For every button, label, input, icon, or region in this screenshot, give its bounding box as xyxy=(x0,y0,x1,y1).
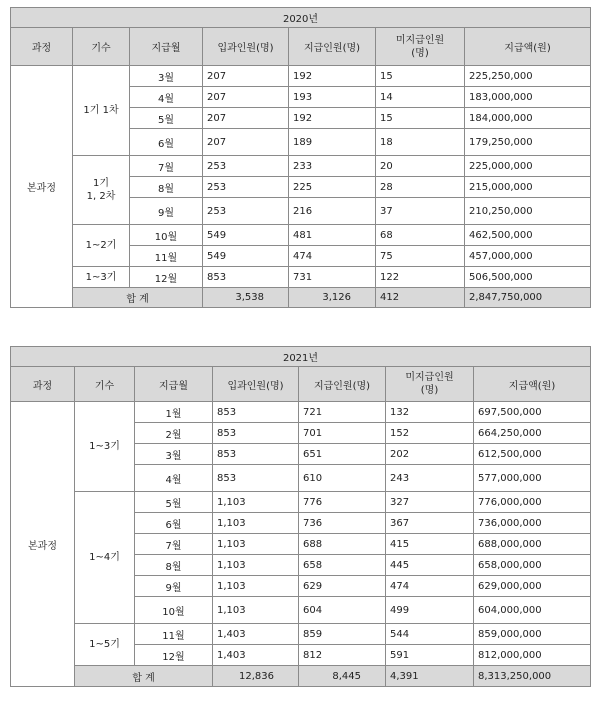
cohort-cell: 1~3기 xyxy=(73,267,130,288)
enrolled-cell: 207 xyxy=(203,108,289,129)
amount-cell: 225,250,000 xyxy=(465,66,591,87)
total-row xyxy=(11,288,591,308)
month-cell: 11월 xyxy=(130,246,203,267)
amount-cell: 577,000,000 xyxy=(474,465,591,492)
unpaid-cell: 327 xyxy=(386,492,474,513)
paid-cell: 192 xyxy=(289,108,376,129)
enrolled-cell: 253 xyxy=(203,177,289,198)
cohort-cell: 1~2기 xyxy=(73,225,130,267)
cohort-cell: 1기 1차 xyxy=(73,66,130,156)
enrolled-cell: 853 xyxy=(213,402,299,423)
year-title: 2020년 xyxy=(11,8,591,28)
month-cell: 10월 xyxy=(135,597,213,624)
enrolled-cell: 549 xyxy=(203,225,289,246)
table-row xyxy=(11,156,591,177)
header-course: 과정 xyxy=(11,28,73,66)
cohort-cell: 1~4기 xyxy=(75,492,135,624)
paid-cell: 610 xyxy=(299,465,386,492)
header-row xyxy=(11,28,591,66)
amount-cell: 736,000,000 xyxy=(474,513,591,534)
paid-cell: 474 xyxy=(289,246,376,267)
amount-cell: 776,000,000 xyxy=(474,492,591,513)
header-enrolled: 입과인원(명) xyxy=(213,367,299,402)
enrolled-cell: 853 xyxy=(213,444,299,465)
table-2021 xyxy=(10,346,591,687)
month-cell: 10월 xyxy=(130,225,203,246)
table-body xyxy=(11,66,591,308)
month-cell: 8월 xyxy=(135,555,213,576)
table-row xyxy=(11,66,591,87)
month-cell: 8월 xyxy=(130,177,203,198)
cohort-cell: 1~5기 xyxy=(75,624,135,666)
table-row xyxy=(11,267,591,288)
amount-cell: 859,000,000 xyxy=(474,624,591,645)
enrolled-cell: 1,103 xyxy=(213,576,299,597)
enrolled-cell: 853 xyxy=(203,267,289,288)
amount-cell: 210,250,000 xyxy=(465,198,591,225)
header-cohort: 기수 xyxy=(73,28,130,66)
paid-cell: 629 xyxy=(299,576,386,597)
amount-cell: 462,500,000 xyxy=(465,225,591,246)
header-unpaid: 미지급인원 (명) xyxy=(386,367,474,402)
month-cell: 12월 xyxy=(130,267,203,288)
header-unpaid: 미지급인원 (명) xyxy=(376,28,465,66)
amount-cell: 664,250,000 xyxy=(474,423,591,444)
course-cell: 본과정 xyxy=(11,402,75,687)
month-cell: 5월 xyxy=(130,108,203,129)
month-cell: 1월 xyxy=(135,402,213,423)
amount-cell: 812,000,000 xyxy=(474,645,591,666)
paid-cell: 604 xyxy=(299,597,386,624)
paid-cell: 812 xyxy=(299,645,386,666)
amount-cell: 506,500,000 xyxy=(465,267,591,288)
paid-cell: 233 xyxy=(289,156,376,177)
paid-cell: 736 xyxy=(299,513,386,534)
enrolled-cell: 253 xyxy=(203,198,289,225)
amount-cell: 658,000,000 xyxy=(474,555,591,576)
table-row xyxy=(11,492,591,513)
enrolled-cell: 1,103 xyxy=(213,534,299,555)
total-amount: 2,847,750,000 xyxy=(465,288,591,308)
enrolled-cell: 853 xyxy=(213,465,299,492)
unpaid-cell: 591 xyxy=(386,645,474,666)
enrolled-cell: 1,403 xyxy=(213,624,299,645)
paid-cell: 192 xyxy=(289,66,376,87)
amount-cell: 697,500,000 xyxy=(474,402,591,423)
year-title: 2021년 xyxy=(11,347,591,367)
unpaid-cell: 15 xyxy=(376,108,465,129)
paid-cell: 481 xyxy=(289,225,376,246)
amount-cell: 629,000,000 xyxy=(474,576,591,597)
total-unpaid: 412 xyxy=(376,288,465,308)
month-cell: 9월 xyxy=(130,198,203,225)
unpaid-cell: 202 xyxy=(386,444,474,465)
paid-cell: 731 xyxy=(289,267,376,288)
month-cell: 11월 xyxy=(135,624,213,645)
total-label: 합 계 xyxy=(75,666,213,687)
unpaid-cell: 122 xyxy=(376,267,465,288)
paid-cell: 193 xyxy=(289,87,376,108)
unpaid-cell: 243 xyxy=(386,465,474,492)
paid-cell: 216 xyxy=(289,198,376,225)
paid-cell: 721 xyxy=(299,402,386,423)
header-month: 지급월 xyxy=(135,367,213,402)
month-cell: 3월 xyxy=(135,444,213,465)
table-row xyxy=(11,402,591,423)
cohort-cell: 1기 1, 2차 xyxy=(73,156,130,225)
month-cell: 9월 xyxy=(135,576,213,597)
unpaid-cell: 415 xyxy=(386,534,474,555)
unpaid-cell: 499 xyxy=(386,597,474,624)
unpaid-cell: 68 xyxy=(376,225,465,246)
header-course: 과정 xyxy=(11,367,75,402)
enrolled-cell: 1,103 xyxy=(213,597,299,624)
total-enrolled: 12,836 xyxy=(213,666,299,687)
unpaid-cell: 14 xyxy=(376,87,465,108)
amount-cell: 184,000,000 xyxy=(465,108,591,129)
unpaid-cell: 544 xyxy=(386,624,474,645)
unpaid-cell: 18 xyxy=(376,129,465,156)
month-cell: 5월 xyxy=(135,492,213,513)
table-row xyxy=(11,225,591,246)
enrolled-cell: 207 xyxy=(203,129,289,156)
month-cell: 6월 xyxy=(130,129,203,156)
unpaid-cell: 367 xyxy=(386,513,474,534)
unpaid-cell: 132 xyxy=(386,402,474,423)
header-amount: 지급액(원) xyxy=(474,367,591,402)
paid-cell: 688 xyxy=(299,534,386,555)
header-row xyxy=(11,367,591,402)
total-row xyxy=(11,666,591,687)
paid-cell: 225 xyxy=(289,177,376,198)
month-cell: 3월 xyxy=(130,66,203,87)
unpaid-cell: 152 xyxy=(386,423,474,444)
paid-cell: 651 xyxy=(299,444,386,465)
enrolled-cell: 853 xyxy=(213,423,299,444)
header-month: 지급월 xyxy=(130,28,203,66)
paid-cell: 859 xyxy=(299,624,386,645)
paid-cell: 189 xyxy=(289,129,376,156)
cohort-cell: 1~3기 xyxy=(75,402,135,492)
unpaid-cell: 75 xyxy=(376,246,465,267)
header-paid: 지급인원(명) xyxy=(299,367,386,402)
header-amount: 지급액(원) xyxy=(465,28,591,66)
enrolled-cell: 1,103 xyxy=(213,555,299,576)
enrolled-cell: 549 xyxy=(203,246,289,267)
total-enrolled: 3,538 xyxy=(203,288,289,308)
total-label: 합 계 xyxy=(73,288,203,308)
month-cell: 4월 xyxy=(130,87,203,108)
total-paid: 8,445 xyxy=(299,666,386,687)
amount-cell: 215,000,000 xyxy=(465,177,591,198)
amount-cell: 457,000,000 xyxy=(465,246,591,267)
header-enrolled: 입과인원(명) xyxy=(203,28,289,66)
unpaid-cell: 28 xyxy=(376,177,465,198)
amount-cell: 179,250,000 xyxy=(465,129,591,156)
table-2020 xyxy=(10,7,591,308)
header-cohort: 기수 xyxy=(75,367,135,402)
month-cell: 2월 xyxy=(135,423,213,444)
unpaid-cell: 474 xyxy=(386,576,474,597)
paid-cell: 701 xyxy=(299,423,386,444)
course-cell: 본과정 xyxy=(11,66,73,308)
amount-cell: 183,000,000 xyxy=(465,87,591,108)
enrolled-cell: 207 xyxy=(203,87,289,108)
enrolled-cell: 1,103 xyxy=(213,513,299,534)
amount-cell: 604,000,000 xyxy=(474,597,591,624)
paid-cell: 776 xyxy=(299,492,386,513)
enrolled-cell: 253 xyxy=(203,156,289,177)
enrolled-cell: 1,103 xyxy=(213,492,299,513)
unpaid-cell: 20 xyxy=(376,156,465,177)
amount-cell: 612,500,000 xyxy=(474,444,591,465)
unpaid-cell: 15 xyxy=(376,66,465,87)
total-amount: 8,313,250,000 xyxy=(474,666,591,687)
month-cell: 12월 xyxy=(135,645,213,666)
month-cell: 7월 xyxy=(130,156,203,177)
table-row xyxy=(11,624,591,645)
paid-cell: 658 xyxy=(299,555,386,576)
total-paid: 3,126 xyxy=(289,288,376,308)
month-cell: 6월 xyxy=(135,513,213,534)
total-unpaid: 4,391 xyxy=(386,666,474,687)
header-paid: 지급인원(명) xyxy=(289,28,376,66)
month-cell: 4월 xyxy=(135,465,213,492)
amount-cell: 225,000,000 xyxy=(465,156,591,177)
unpaid-cell: 445 xyxy=(386,555,474,576)
enrolled-cell: 207 xyxy=(203,66,289,87)
enrolled-cell: 1,403 xyxy=(213,645,299,666)
unpaid-cell: 37 xyxy=(376,198,465,225)
month-cell: 7월 xyxy=(135,534,213,555)
amount-cell: 688,000,000 xyxy=(474,534,591,555)
table-body xyxy=(11,402,591,687)
